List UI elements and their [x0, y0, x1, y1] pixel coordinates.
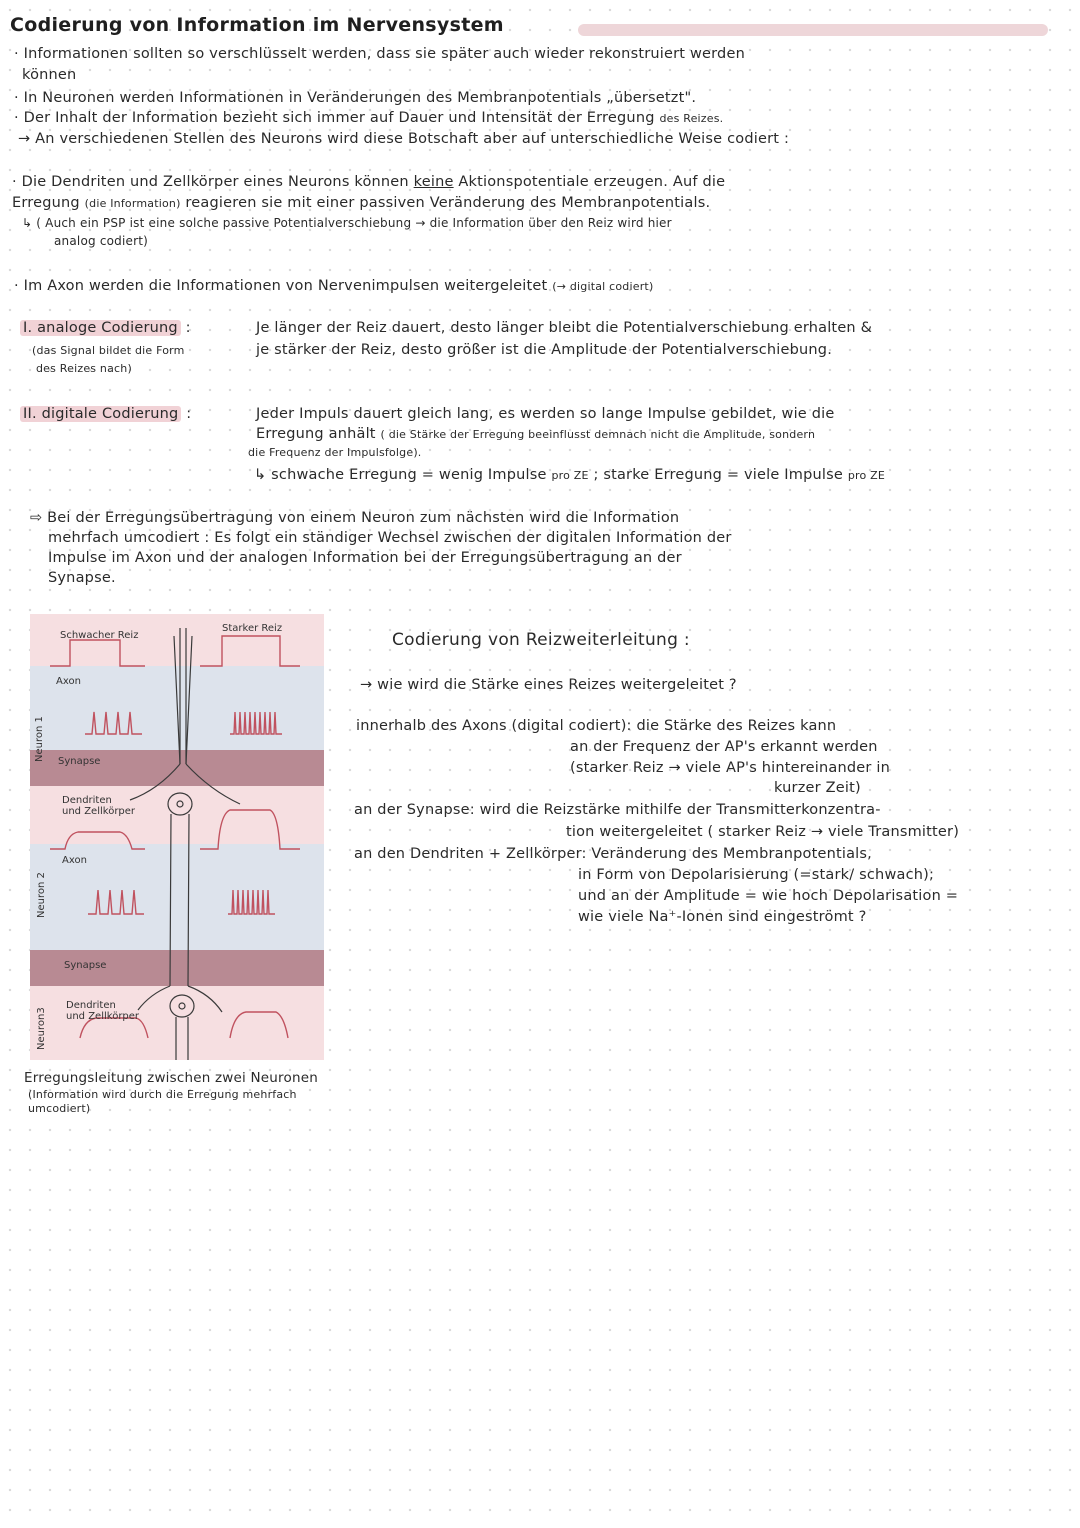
diagram-caption-sub-2: umcodiert): [28, 1102, 91, 1115]
right-dendrites-3: und an der Amplitude = wie hoch Depolarisation =: [578, 888, 959, 904]
intro-line-2: können: [22, 67, 77, 83]
dendrites-line-2-small: (die Information): [84, 197, 181, 210]
right-axon-1: innerhalb des Axons (digital codiert): die Stärke des Reizes kann: [356, 718, 837, 734]
right-question: → wie wird die Stärke eines Reizes weitergeleitet ?: [360, 677, 737, 693]
dendrites-line-1: [12, 172, 725, 192]
label-weak-stimulus: Schwacher Reiz: [60, 630, 139, 641]
analog-sub-2: des Reizes nach): [36, 362, 132, 375]
right-dendrites-1: an den Dendriten + Zellkörper: Veränderung des Membranpotentials,: [354, 846, 872, 862]
weak-axon2-spikes: [88, 890, 144, 914]
label-synapse-1: Synapse: [58, 756, 101, 767]
axon-line-small: (→ digital codiert): [552, 280, 654, 293]
label-cellbody-1: und Zellkörper: [62, 806, 136, 817]
label-axon-1: Axon: [56, 676, 81, 687]
digital-text-3: die Frequenz der Impulsfolge).: [248, 446, 422, 459]
diagram-caption: Erregungsleitung zwischen zwei Neuronen: [24, 1070, 318, 1086]
digital-text-4a: ↳ schwache Erregung = wenig Impulse: [254, 467, 547, 483]
digital-text-4d: pro ZE: [847, 469, 886, 482]
digital-text-4b: pro ZE: [551, 469, 589, 482]
analog-label: I. analoge Codierung: [20, 320, 181, 336]
right-axon-2: an der Frequenz der AP's erkannt werden: [570, 739, 878, 755]
analog-text-1: Je länger der Reiz dauert, desto länger bleibt die Potentialverschiebung erhalten &: [256, 320, 873, 336]
weak-dendrite1-potential: [50, 832, 145, 849]
right-dendrites-2: in Form von Depolarisierung (=stark/ schwach);: [578, 867, 935, 883]
digital-label-row: [20, 404, 191, 424]
right-dendrites-4: wie viele Na⁺-Ionen sind eingeströmt ?: [578, 909, 867, 925]
strong-dendrite1-potential: [200, 810, 300, 849]
label-dendrites-2: Dendriten: [66, 1000, 116, 1011]
page-title: Codierung von Information im Nervensystem: [10, 14, 504, 36]
digital-text-1: Jeder Impuls dauert gleich lang, es werden so lange Impulse gebildet, wie die: [256, 406, 835, 422]
right-axon-3: (starker Reiz → viele AP's hintereinander in: [570, 760, 890, 776]
strong-stimulus-wave: [200, 636, 300, 666]
right-axon-4: kurzer Zeit): [774, 780, 861, 796]
conclusion-line-4: Synapse.: [48, 570, 116, 586]
label-neuron-2: Neuron 2: [36, 872, 47, 918]
keine-underlined: keine: [413, 174, 454, 190]
analog-text-2: je stärker der Reiz, desto größer ist die Amplitude der Potentialverschiebung.: [256, 342, 833, 358]
intro-line-4-small: des Reizes.: [659, 112, 724, 125]
digital-label: II. digitale Codierung: [20, 406, 181, 422]
label-dendrites-1: Dendriten: [62, 795, 112, 806]
axon-line: [14, 276, 653, 296]
label-neuron-3: Neuron3: [36, 1007, 47, 1050]
digital-text-4: [254, 465, 885, 485]
label-synapse-2: Synapse: [64, 960, 107, 971]
digital-text-4c: ; starke Erregung = viele Impulse: [593, 467, 844, 483]
right-synapse-2: tion weitergeleitet ( starker Reiz → viele Transmitter): [566, 824, 960, 840]
digital-text-2a: Erregung anhält: [256, 426, 376, 442]
weak-stimulus-wave: [50, 640, 145, 666]
conclusion-line-3: Impulse im Axon und der analogen Information bei der Erregungsübertragung an der: [48, 550, 682, 566]
label-cellbody-2: und Zellkörper: [66, 1011, 140, 1022]
dendrites-line-1a: · Die Dendriten und Zellkörper eines Neurons können: [12, 174, 409, 190]
analog-label-row: [20, 318, 191, 338]
intro-line-5: → An verschiedenen Stellen des Neurons wird diese Botschaft aber auf unterschiedliche Weise codiert :: [18, 131, 790, 147]
intro-line-3: · In Neuronen werden Informationen in Veränderungen des Membranpotentials „übersetzt".: [14, 90, 697, 106]
diagram-caption-sub-1: (Information wird durch die Erregung mehrfach: [28, 1088, 297, 1101]
digital-text-2: [256, 424, 815, 444]
digital-colon: :: [186, 406, 192, 422]
strong-axon2-spikes: [228, 890, 275, 914]
intro-line-1: · Informationen sollten so verschlüsselt werden, dass sie später auch wieder rekonstruiert werden: [14, 46, 745, 62]
analog-sub-1: (das Signal bildet die Form: [32, 344, 185, 357]
label-axon-2: Axon: [62, 855, 87, 866]
weak-axon1-spikes: [85, 712, 142, 734]
right-synapse-1: an der Synapse: wird die Reizstärke mithilfe der Transmitterkonzentra-: [354, 802, 881, 818]
label-strong-stimulus: Starker Reiz: [222, 623, 283, 634]
label-neuron-1: Neuron 1: [34, 716, 45, 762]
dendrites-line-2a: Erregung: [12, 195, 80, 211]
strong-axon1-spikes: [230, 712, 282, 734]
axon-line-main: · Im Axon werden die Informationen von Nervenimpulsen weitergeleitet: [14, 278, 548, 294]
intro-line-4: [14, 108, 723, 128]
neuron-sketch: [130, 628, 240, 1060]
conclusion-line-2: mehrfach umcodiert : Es folgt ein ständiger Wechsel zwischen der digitalen Information der: [48, 530, 732, 546]
title-underline-bar: [578, 24, 1048, 36]
strong-dendrite2-potential: [230, 1012, 288, 1038]
dendrites-line-2b: reagieren sie mit einer passiven Veränderung des Membranpotentials.: [185, 195, 711, 211]
right-heading: Codierung von Reizweiterleitung :: [392, 630, 690, 650]
dendrites-line-4: analog codiert): [54, 234, 149, 248]
digital-text-2-small: ( die Stärke der Erregung beeinflusst demnach nicht die Amplitude, sondern: [380, 428, 816, 441]
intro-line-4-text: · Der Inhalt der Information bezieht sich immer auf Dauer und Intensität der Erregung: [14, 110, 655, 126]
dendrites-line-3: ↳ ( Auch ein PSP ist eine solche passive Potentialverschiebung → die Information über den Reiz wird hier: [22, 216, 672, 230]
analog-colon: :: [185, 320, 191, 336]
conclusion-line-1: ⇨ Bei der Erregungsübertragung von einem Neuron zum nächsten wird die Information: [30, 510, 680, 526]
dendrites-line-2: [12, 193, 710, 213]
dendrites-line-1b: Aktionspotentiale erzeugen. Auf die: [458, 174, 726, 190]
